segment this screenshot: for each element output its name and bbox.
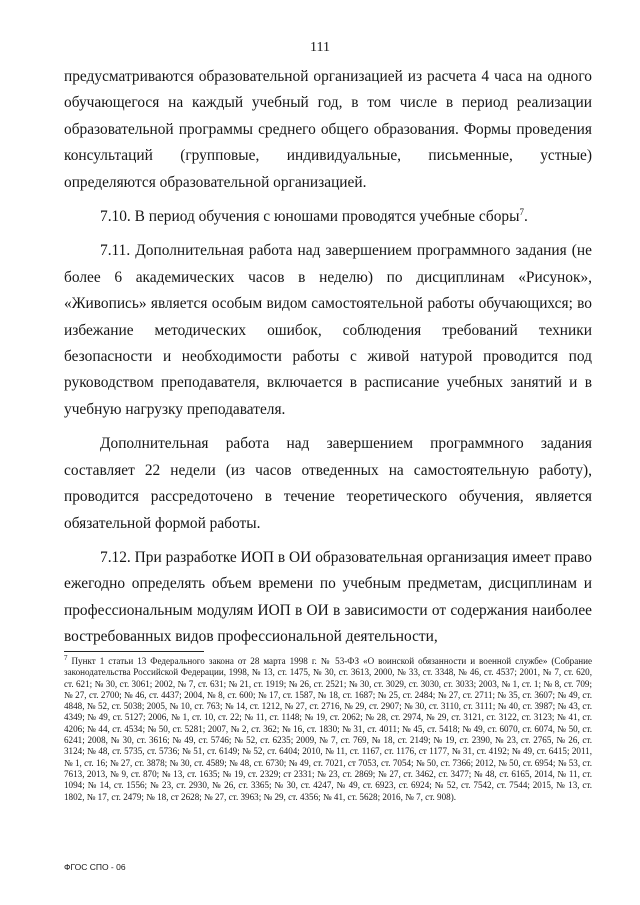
paragraph-7-10: [64, 204, 592, 230]
paragraph-7-10-end: .: [523, 208, 528, 226]
paragraph-7-11: 7.11. Дополнительная работа над завершением программного задания (не более 6 академических часов в неделю) по дисциплинам «Рисунок», «Живопись» является особым видом самостоятельной работы обучающихся; во избежание методических ошибок, соблюдения требований техники безопасности и необходимости работы с живой натурой проводится под руководством преподавателя, включается в расписание учебных занятий и в учебную нагрузку преподавателя.: [64, 242, 592, 418]
paragraph-7-12: 7.12. При разработке ИОП в ОИ образовательная организация имеет право ежегодно определять объем времени по учебным предметам, дисциплинам и профессиональным модулям ИОП в ОИ в зависимости от содержания наиболее востребованных видов профессиональной деятельности,: [64, 548, 592, 646]
paragraph-continuation: предусматриваются образовательной организацией из расчета 4 часа на одного обучающегося на каждый учебный год, в том числе в период реализации образовательной программы среднего общего образования. Формы проведения консультаций (групповые, индивидуальные, письменные, устные) определяются образовательной организацией.: [64, 68, 592, 191]
footnote-text: Пункт 1 статьи 13 Федерального закона от 28 марта 1998 г. № 53-ФЗ «О воинской обязанности и военной службе» (Собрание законодательства Российской Федерации, 1998, № 13, ст. 1475, № 30, ст. 3613, 2000, № 33, ст. 3348, № 46, ст. 4537; 2001, № 7, ст. 620, ст. 621; № 30, ст. 3061; 2002, № 7, ст. 631; № 21, ст. 1919; № 26, ст. 2521; № 30, ст. 3029, ст. 3030, ст. 3033; 2003, № 1, ст. 1; № 8, ст. 709; № 27, ст. 2700; № 46, ст. 4437; 2004, № 8, ст. 600; № 17, ст. 1587, № 18, ст. 1687; № 25, ст. 2484; № 27, ст. 2711; № 35, ст. 3607; № 49, ст. 4848, № 52, ст. 5038; 2005, № 10, ст. 763; № 14, ст. 1212, № 27, ст. 2716, № 29, ст. 2907; № 30, ст. 3110, ст. 3111; № 40, ст. 3987; № 43, ст. 4349; № 49, ст. 5127; 2006, № 1, ст. 10, ст. 22; № 11, ст. 1148; № 19, ст. 2062; № 28, ст. 2974, № 29, ст. 3121, ст. 3122, ст. 3123; № 41, ст. 4206; № 44, ст. 4534; № 50, ст. 5281; 2007, № 2, ст. 362; № 16, ст. 1830; № 31, ст. 4011; № 45, ст. 5418; № 49, ст. 6070, ст. 6074, № 50, ст. 6241; 2008, № 30, ст. 3616; № 49, ст. 5746; № 52, ст. 6235; 2009, № 7, ст. 769, № 18, ст. 2149; № 19, ст. 2390, № 23, ст. 2765, № 26, ст. 3124; № 48, ст. 5735, ст. 5736; № 51, ст. 6149; № 52, ст. 6404; 2010, № 11, ст. 1167, ст. 1176, ст 1177, № 31, ст. 4192; № 49, ст. 6415; 2011, № 1, ст. 16; № 27, ст. 3878; № 30, ст. 4589; № 48, ст. 6730; № 49, ст. 7021, ст 7053, ст. 7054; № 50, ст. 7366; 2012, № 50, ст. 6954; № 53, ст. 7613, 2013, № 9, ст. 870; № 13, ст. 1635; № 19, ст. 2329; ст 2331; № 23, ст. 2869; № 27, ст. 3462, ст. 3477; № 48, ст. 6165, 2014, № 11, ст. 1094; № 14, ст. 1556; № 23, ст. 2930, № 26, ст. 3365; № 30, ст. 4247, № 49, ст. 6923, ст. 6924; № 52, ст. 7542, ст. 7544; 2015, № 13, ст. 1802, № 17, ст. 2479; № 18, ст 2628; № 27, ст. 3963; № 29, ст. 4356; № 41, ст. 5628; 2016, № 7, ст. 908).: [64, 656, 592, 802]
page-footer: ФГОС СПО - 06: [64, 862, 126, 872]
footnote-reference[interactable]: 7: [519, 206, 524, 217]
paragraph-7-10-text: 7.10. В период обучения с юношами проводятся учебные сборы: [100, 208, 520, 226]
footnote-divider: [64, 651, 204, 652]
body-text: [64, 64, 592, 659]
page-number: 111: [310, 40, 330, 55]
paragraph-additional-work: Дополнительная работа над завершением программного задания составляет 22 недели (из часов отведенных на самостоятельную работу), проводится рассредоточено в течение теоретического обучения, является обязательной формой работы.: [64, 435, 592, 532]
footnote: [64, 653, 592, 803]
footnote-mark: 7: [64, 653, 68, 662]
